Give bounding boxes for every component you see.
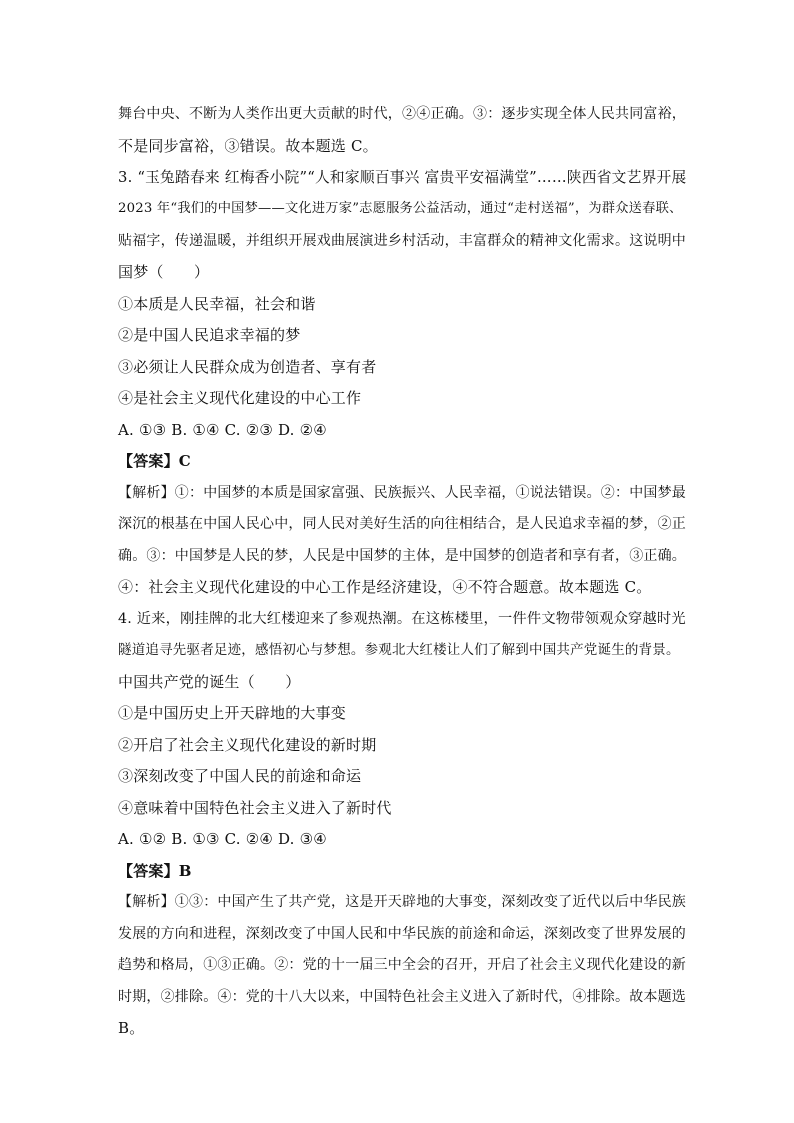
option-statement: ①本质是人民幸福，社会和谐: [118, 295, 316, 313]
text-line: B。: [118, 1019, 145, 1037]
text-line: 时期，②排除。④：党的十八大以来，中国特色社会主义进入了新时代，④排除。故本题选: [118, 989, 686, 1005]
answer-label: 【答案】B: [118, 862, 192, 880]
text-line: 发展的方向和进程，深刻改变了中国人民和中华民族的前途和命运，深刻改变了世界发展的: [118, 926, 686, 942]
text-line: 舞台中央、不断为人类作出更大贡献的时代，②④正确。③：逐步实现全体人民共同富裕，: [118, 106, 686, 122]
option-statement: ③深刻改变了中国人民的前途和命运: [118, 767, 362, 785]
text-line: 不是同步富裕，③错误。故本题选 C。: [118, 137, 378, 155]
answer-label: 【答案】C: [118, 452, 191, 470]
option-statement: ③必须让人民群众成为创造者、享有者: [118, 358, 377, 376]
answer-choices: A. ①② B. ①③ C. ②④ D. ③④: [118, 830, 327, 848]
analysis-text: 【解析】①：中国梦的本质是国家富强、民族振兴、人民幸福，①说法错误。②：中国梦最: [118, 485, 686, 501]
option-statement: ④意味着中国特色社会主义进入了新时代: [118, 799, 392, 817]
analysis-text: 【解析】①③：中国产生了共产党，这是开天辟地的大事变，深刻改变了近代以后中华民族: [118, 894, 686, 910]
text-line: 2023 年“我们的中国梦——文化进万家”志愿服务公益活动，通过“走村送福”，为群众送春联、: [118, 201, 683, 216]
text-line: 深沉的根基在中国人民心中，同人民对美好生活的向往相结合，是人民追求幸福的梦，②正: [118, 516, 686, 532]
text-line: 隧道追寻先驱者足迹，感悟初心与梦想。参观北大红楼让人们了解到中国共产党诞生的背景。: [118, 642, 680, 658]
text-line: 贴福字，传递温暖，并组织开展戏曲展演进乡村活动，丰富群众的精神文化需求。这说明中: [118, 233, 686, 249]
option-statement: ②开启了社会主义现代化建设的新时期: [118, 736, 377, 754]
text-line: ④：社会主义现代化建设的中心工作是经济建设，④不符合题意。故本题选 C。: [118, 578, 652, 596]
question-3-stem: 3. “玉兔踏春来 红梅香小院”“人和家顺百事兴 富贵平安福满堂”……陕西省文艺界开展: [118, 169, 687, 186]
question-4-stem: 4. 近来，刚挂牌的北大红楼迎来了参观热潮。在这栋楼里，一件件文物带领观众穿越时光: [118, 611, 686, 627]
text-line: 确。③：中国梦是人民的梦，人民是中国梦的主体，是中国梦的创造者和享有者，③正确。: [118, 548, 686, 564]
answer-choices: A. ①③ B. ①④ C. ②③ D. ②④: [118, 421, 327, 439]
text-line: 国梦（ ）: [118, 263, 210, 281]
option-statement: ④是社会主义现代化建设的中心工作: [118, 389, 362, 407]
text-line: 中国共产党的诞生（ ）: [118, 673, 301, 691]
option-statement: ②是中国人民追求幸福的梦: [118, 326, 301, 344]
option-statement: ①是中国历史上开天辟地的大事变: [118, 704, 347, 722]
text-line: 趋势和格局，①③正确。②：党的十一届三中全会的召开，开启了社会主义现代化建设的新: [118, 957, 686, 973]
